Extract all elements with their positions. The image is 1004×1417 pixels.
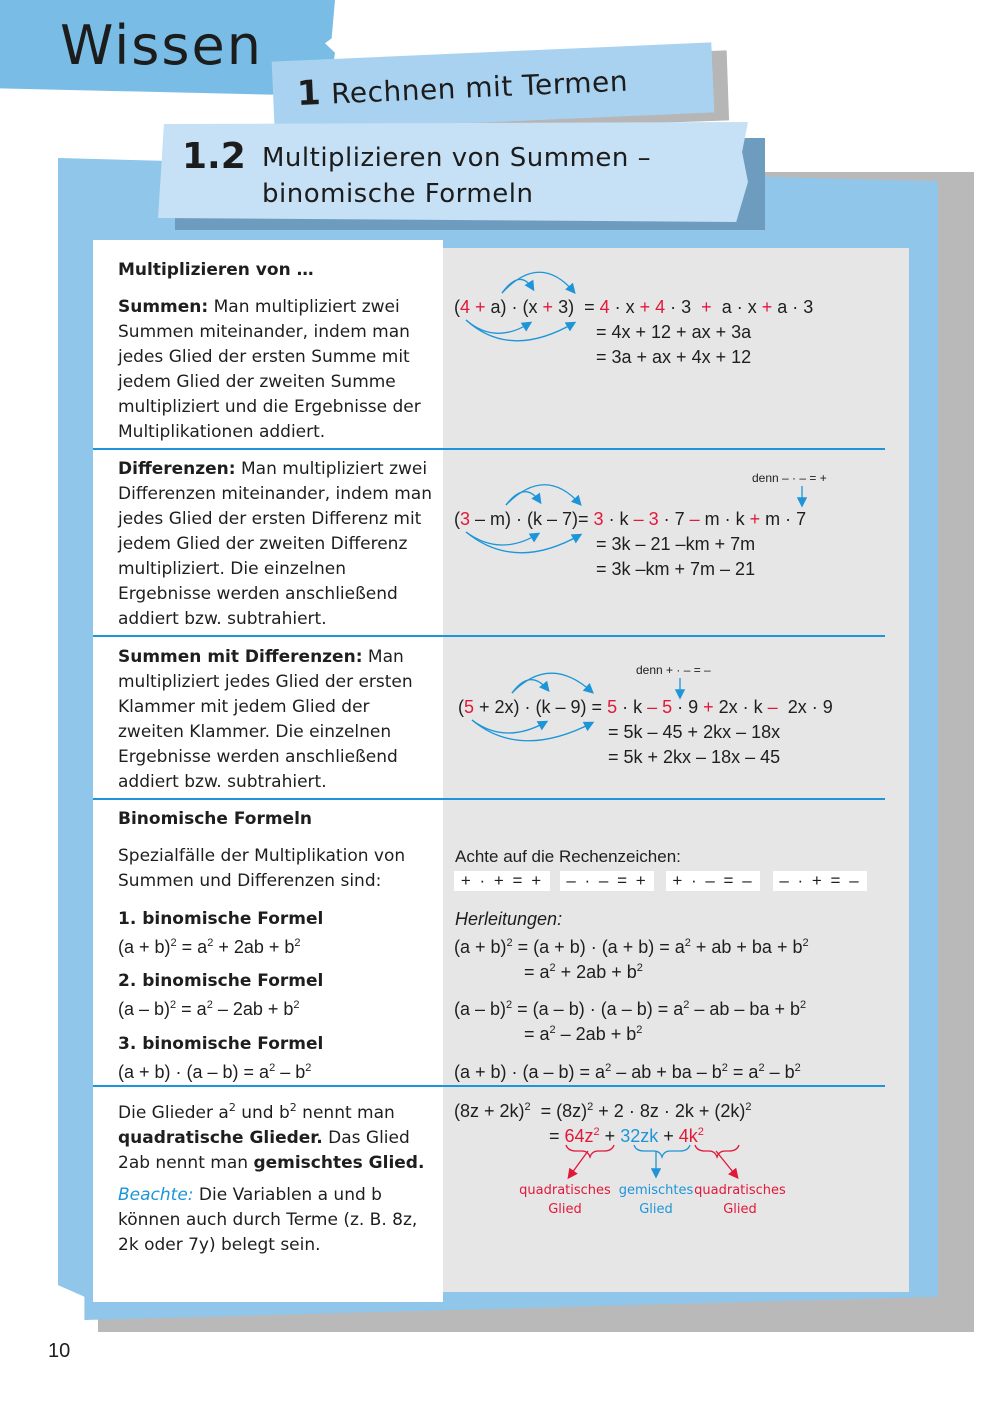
multiply-arrow-icon: [466, 320, 530, 333]
gemischt-equation: (5 + 2x) · (k – 9) = 5 · k – 5 · 9 + 2x · k – 2x · 9: [458, 697, 833, 717]
page-number: 10: [48, 1340, 71, 1362]
red-arrow-icon: [569, 1151, 588, 1177]
formula-2-title: 2. binomische Formel: [118, 971, 324, 991]
summen-line-3: = 3a + ax + 4x + 12: [596, 347, 752, 367]
sign-rule-3: + · – = –: [666, 871, 760, 891]
derivation-2: $(a - b)^2 = (a - b) \cdot (a - b) = a^2$ – ab – ba + $b^2$: [454, 999, 807, 1019]
multiply-arrow-icon: [472, 720, 546, 733]
multiply-arrow-icon: [506, 492, 540, 505]
differenzen-line-3: = 3k –km + 7m – 21: [596, 559, 756, 579]
brace-icon: [695, 1145, 739, 1157]
example-result: = $64z^2 + 32zk + 4k^2$: [549, 1126, 704, 1146]
intro-heading: Multiplizieren von …: [118, 260, 314, 280]
wissen-title: Wissen: [60, 14, 263, 77]
binomisch-intro: Spezialfälle der Multiplikation von Summen und Differenzen sind:: [118, 846, 406, 891]
formula-1-title: 1. binomische Formel: [118, 909, 324, 929]
sign-rule-1: + · + = +: [454, 871, 550, 891]
differenzen-text: Differenzen: Man multipliziert zwei Differenzen miteinander, indem man jedes Glied der ersten Differenz mit jedem Glied der zweiten Differenz multipliziert. Die einzelnen Ergebnisse werden anschließend addiert bzw. subtrahiert.: [118, 459, 433, 629]
summen-equation: (4 + a) · (x + 3) = 4 · x + 4 · 3 + a · x + a · 3: [454, 297, 814, 317]
formula-3-title: 3. binomische Formel: [118, 1034, 324, 1054]
achte-label: Achte auf die Rechenzeichen:: [455, 847, 681, 866]
differenzen-note: denn – · – = +: [752, 471, 827, 485]
chapter-title-text: Rechnen mit Termen: [330, 64, 629, 111]
multiply-arrow-icon: [502, 279, 533, 293]
multiply-arrow-icon: [512, 673, 592, 693]
brace-icon: [566, 1145, 614, 1157]
section-title-line1: Multiplizieren von Summen –: [262, 143, 652, 173]
label-quadratic-1: quadratisches Glied: [519, 1183, 611, 1217]
formula-2: $(a - b)^2 = a^2 - 2ab + b^2$: [118, 999, 300, 1019]
chapter-number: 1: [296, 72, 323, 114]
section-title-line2: binomische Formeln: [262, 179, 534, 209]
derivation-2-result: = $a^2 - 2ab + b^2$: [524, 1024, 643, 1044]
summen-text: Summen: Man multipliziert zwei Summen miteinander, indem man jedes Glied der ersten Summe mit jedem Glied der zweiten Summe multipliziert und die Ergebnisse der Multiplikationen addiert.: [118, 297, 421, 442]
herleitungen-label: Herleitungen:: [455, 909, 563, 929]
sign-rule-2: – · – = +: [560, 871, 654, 891]
summen-line-2: = 4x + 12 + ax + 3a: [596, 322, 752, 342]
binomisch-heading: Binomische Formeln: [118, 809, 313, 829]
multiply-arrow-icon: [466, 532, 538, 545]
example-equation: $(8z + 2k)^2 = (8z)^2 + 2 \cdot 8z \cdot 2k + (2k)^2$: [454, 1101, 752, 1121]
differenzen-equation: (3 – m) · (k – 7)= 3 · k – 3 · 7 – m · k + m · 7: [454, 509, 807, 529]
derivation-3: $(a + b) \cdot (a - b) = a^2$ – ab + ba – $b^2 = a^2 - b^2$: [454, 1062, 801, 1082]
glieder-text: Die Glieder $a^2$ und $b^2$ nennt man quadratische Glieder. Das Glied 2ab nennt man gemischtes Glied.: [118, 1101, 425, 1173]
formula-3: $(a + b) \cdot (a - b) = a^2 - b^2$: [118, 1062, 312, 1082]
multiply-arrow-icon: [512, 680, 548, 693]
beachte-text: Beachte: Die Variablen a und b können auch durch Terme (z. B. 8z, 2k oder 7y) belegt sein.: [118, 1185, 418, 1255]
multiply-arrow-icon: [502, 272, 574, 293]
multiply-arrow-icon: [506, 485, 580, 505]
gemischt-text: Summen mit Differenzen: Man multipliziert jedes Glied der ersten Klammer mit jedem Glied der zweiten Klammer. Die einzelnen Ergebnisse werden anschließend addiert bzw. subtrahiert.: [118, 647, 413, 792]
formula-1: $(a + b)^2 = a^2 + 2ab + b^2$: [118, 937, 301, 957]
label-mixed: gemischtes Glied: [618, 1183, 694, 1217]
section-number: 1.2: [182, 136, 246, 177]
differenzen-line-2: = 3k – 21 –km + 7m: [596, 534, 756, 554]
derivation-1-result: = $a^2 + 2ab + b^2$: [524, 962, 643, 982]
gemischt-note: denn + · – = –: [636, 663, 711, 677]
gemischt-line-3: = 5k + 2kx – 18x – 45: [608, 747, 781, 767]
multiply-arrow-icon: [466, 532, 580, 553]
brace-icon: [634, 1145, 690, 1157]
red-arrow-icon: [716, 1151, 737, 1177]
label-quadratic-2: quadratisches Glied: [694, 1183, 786, 1217]
sign-rule-4: – · + = –: [773, 871, 867, 891]
derivation-1: $(a + b)^2 = (a + b) \cdot (a + b) = a^2$ + ab + ba + $b^2$: [454, 937, 809, 957]
gemischt-line-2: = 5k – 45 + 2kx – 18x: [608, 722, 781, 742]
